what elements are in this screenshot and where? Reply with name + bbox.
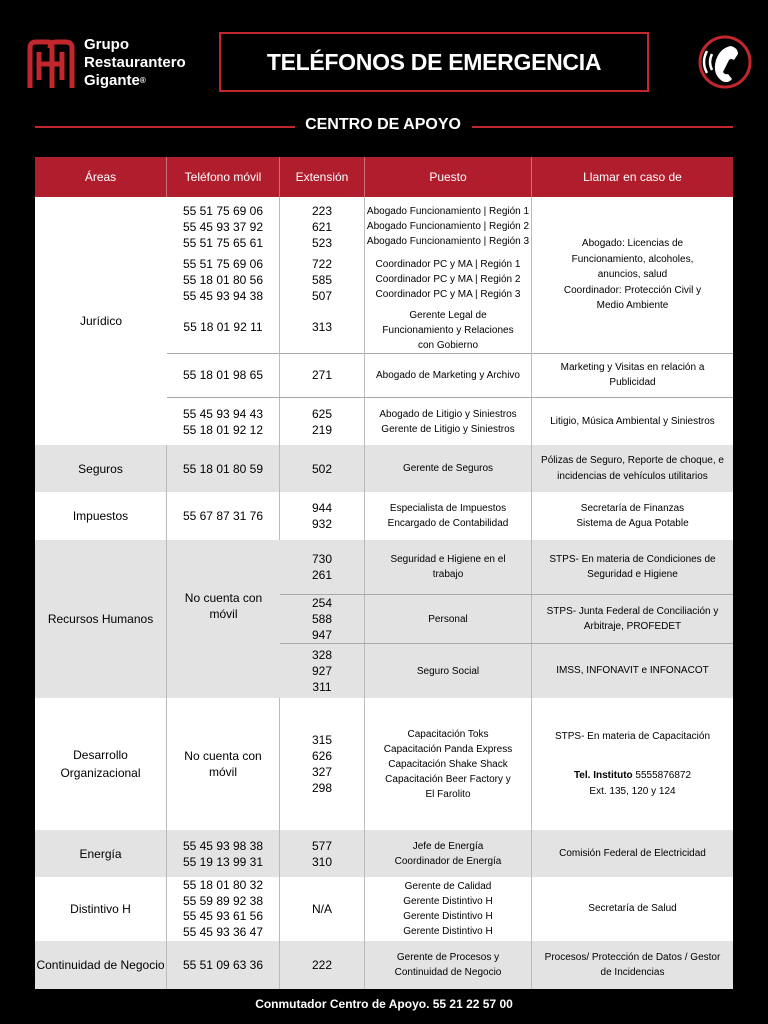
phone-number: 55 45 93 37 92: [182, 220, 264, 234]
juridico-puestos: [365, 197, 532, 353]
continuidad-llamar: [532, 941, 733, 989]
rh-llamar-2: [532, 595, 733, 643]
llamar-text: [532, 445, 733, 492]
phone-number: 55 18 01 80 56: [182, 273, 264, 287]
puesto-text: Encargado de Contabilidad: [387, 518, 509, 529]
no-movil-text: móvil: [209, 607, 238, 621]
llamar-text: Comisión Federal de Electricidad: [559, 847, 706, 859]
impuestos-exts: [280, 492, 365, 540]
juridico-phones: [167, 197, 280, 353]
juridico-block-1: [35, 197, 733, 353]
impuestos-llamar: [532, 492, 733, 540]
energia-puestos: [365, 830, 532, 877]
phone-number: 55 45 93 94 43: [182, 406, 264, 421]
puesto-text: Gerente de Litigio y Siniestros: [381, 423, 515, 435]
juridico-litigio-puestos: [365, 398, 532, 445]
phone-number: 55 51 75 69 06: [182, 204, 264, 218]
extension: 730: [311, 552, 333, 566]
juridico-litigio-exts: [280, 398, 365, 445]
phone-number: 55 18 01 80 59: [167, 445, 280, 492]
phone-number: 55 18 01 80 32: [182, 878, 264, 892]
llamar-text: IMSS, INFONAVIT e INFONACOT: [556, 665, 709, 677]
brand-line-3: Gigante: [84, 72, 140, 89]
header-areas: Áreas: [35, 157, 167, 197]
area-text: Desarrollo: [73, 748, 128, 762]
phone-number: 55 51 75 65 61: [182, 236, 264, 250]
area-continuidad: Continuidad de Negocio: [35, 941, 167, 989]
registered-mark: ®: [139, 76, 146, 85]
table-header: [35, 157, 733, 197]
llamar-text: Seguridad e Higiene: [587, 569, 678, 580]
phone-number: 55 45 93 94 38: [182, 289, 264, 303]
llamar-text: Abogado: Licencias de: [581, 238, 684, 250]
llamar-text: STPS- En materia de Capacitación: [554, 730, 711, 742]
extension: 311: [312, 680, 332, 694]
extension: 222: [280, 941, 365, 989]
desarrollo-llamar: [532, 698, 733, 830]
llamar-text: [532, 353, 733, 397]
phone-number: 55 18 01 92 11: [183, 320, 263, 334]
table-row-impuestos: [35, 492, 733, 540]
brand-line-1: Grupo: [84, 36, 129, 53]
puesto-text: Abogado de Marketing y Archivo: [365, 353, 532, 397]
extension: 328: [311, 648, 333, 662]
continuidad-puestos: [365, 941, 532, 989]
phone-number: 55 51 75 69 06: [182, 257, 264, 271]
puesto-text: Funcionamiento y Relaciones: [382, 325, 514, 336]
puesto-text: Abogado Funcionamiento | Región 3: [366, 236, 530, 247]
llamar-text: Secretaría de Salud: [588, 903, 677, 915]
phone-alert-icon: [698, 34, 752, 90]
section-subtitle: CENTRO DE APOYO: [305, 116, 461, 133]
table-row-seguros: [35, 445, 733, 492]
llamar-text: STPS- En materia de Condiciones de: [549, 553, 716, 565]
puesto-text: El Farolito: [425, 788, 471, 800]
extension: 313: [311, 320, 333, 334]
footer-switchboard: Conmutador Centro de Apoyo. 55 21 22 57 00: [255, 997, 513, 1011]
llamar-text: Marketing y Visitas en relación a: [560, 361, 705, 373]
area-seguros: Seguros: [35, 445, 167, 492]
puesto-text: Capacitación Panda Express: [383, 743, 513, 755]
brand-line-2: Restaurantero: [84, 54, 186, 71]
puesto-text: Abogado Funcionamiento | Región 1: [366, 206, 530, 217]
llamar-text: Procesos/ Protección de Datos / Gestor: [544, 951, 721, 963]
puesto-text: Especialista de Impuestos: [389, 503, 507, 514]
header-extension: Extensión: [280, 157, 365, 197]
divider-left: [35, 126, 295, 128]
extension: 927: [311, 664, 333, 678]
desarrollo-exts: [280, 698, 365, 830]
juridico-llamar: [532, 197, 733, 353]
divider-right: [472, 126, 733, 128]
rh-exts-2: [280, 595, 365, 643]
rh-block-3: [280, 644, 733, 698]
extension: 271: [280, 353, 365, 397]
phone-number: 55 67 87 31 76: [167, 492, 280, 540]
puesto-text: Abogado Funcionamiento | Región 2: [366, 221, 530, 232]
rh-block-2: [280, 595, 733, 643]
extension: 947: [311, 628, 333, 642]
extension: 577: [311, 838, 333, 853]
extension: 722: [311, 257, 333, 271]
puesto-text: Jefe de Energía: [412, 840, 484, 852]
desarrollo-no-movil: [167, 698, 280, 830]
extension: 932: [311, 517, 333, 531]
table-row-energia: [35, 830, 733, 877]
puesto-text: Gerente Distintivo H: [403, 926, 493, 937]
extension: 254: [311, 596, 333, 610]
puesto-text: Gerente Legal de: [409, 310, 487, 321]
table-row-desarrollo: [35, 698, 733, 830]
extension: 223: [311, 204, 333, 218]
puesto-text: Gerente de Calidad: [404, 881, 492, 892]
llamar-text: Arbitraje, PROFEDET: [583, 621, 682, 632]
extension: 298: [311, 781, 333, 795]
rh-puesto-1: [365, 540, 532, 594]
phone-number: 55 59 89 92 38: [182, 893, 264, 908]
extension: 502: [280, 445, 365, 492]
puesto-text: Gerente Distintivo H: [403, 911, 493, 922]
desarrollo-puestos: [365, 698, 532, 830]
area-impuestos: Impuestos: [35, 492, 167, 540]
area-recursos-humanos: Recursos Humanos: [35, 540, 167, 698]
distintivo-puestos: [365, 877, 532, 941]
page-title-box: [219, 32, 649, 92]
puesto-text: Gerente Distintivo H: [403, 896, 493, 907]
llamar-text: de Incidencias: [600, 967, 665, 978]
llamar-text: Funcionamiento, alcoholes,: [571, 253, 694, 265]
extension: 507: [311, 289, 333, 303]
energia-exts: [280, 830, 365, 877]
extension: 219: [311, 422, 333, 437]
extension: 315: [311, 733, 333, 747]
brand-logo: [26, 34, 186, 98]
extension: N/A: [280, 877, 365, 941]
puesto-text: trabajo: [432, 569, 464, 580]
extension: 585: [311, 273, 333, 287]
rh-block-1: [280, 540, 733, 594]
juridico-litigio-phones: [167, 398, 280, 445]
extension: 625: [311, 406, 333, 421]
llamar-text: Medio Ambiente: [596, 300, 669, 312]
puesto-text: Abogado de Litigio y Siniestros: [379, 408, 517, 420]
extension: 626: [311, 749, 333, 763]
brand-name: [84, 36, 186, 90]
puesto-text: Coordinador PC y MA | Región 1: [375, 259, 521, 270]
juridico-extensions: [280, 197, 365, 353]
llamar-text: incidencias de vehículos utilitarios: [557, 470, 708, 482]
impuestos-puestos: [365, 492, 532, 540]
puesto-text: Coordinador PC y MA | Región 3: [375, 289, 521, 300]
extension: 310: [311, 854, 333, 869]
rh-llamar-1: [532, 540, 733, 594]
phone-number: 55 45 93 61 56: [182, 909, 264, 923]
distintivo-phones: [167, 877, 280, 941]
no-movil-text: móvil: [208, 765, 237, 779]
llamar-text: Secretaría de Finanzas: [580, 502, 685, 514]
phone-number: 55 45 93 98 38: [182, 838, 264, 853]
puesto-text: Gerente de Seguros: [365, 445, 532, 492]
phone-number: 55 51 09 63 36: [167, 941, 280, 989]
table-row-continuidad: [35, 941, 733, 989]
area-text: Organizacional: [60, 766, 141, 780]
puesto-text: Seguridad e Higiene en el: [390, 554, 506, 565]
puesto-text: Coordinador PC y MA | Región 2: [375, 274, 521, 285]
puesto-text: Personal: [365, 595, 532, 643]
area-juridico: Jurídico: [79, 314, 123, 328]
puesto-text: con Gobierno: [417, 340, 479, 351]
puesto-text: Capacitación Beer Factory y: [385, 773, 511, 785]
puesto-text: Seguro Social: [365, 644, 532, 698]
no-movil-text: No cuenta con: [184, 749, 262, 763]
extension: 261: [311, 568, 333, 582]
tel-label: Tel. Instituto: [573, 770, 633, 782]
phone-number: 55 45 93 36 47: [182, 924, 264, 939]
extension: 944: [311, 501, 333, 515]
area-desarrollo: [35, 698, 167, 830]
brand-logo-icon: [26, 38, 76, 90]
phone-number: 55 18 01 98 65: [167, 353, 280, 397]
phone-number: 55 18 01 92 12: [182, 422, 264, 437]
tel-ext: Ext. 135, 120 y 124: [589, 785, 676, 797]
energia-phones: [167, 830, 280, 877]
llamar-text: STPS- Junta Federal de Conciliación y: [546, 605, 719, 617]
llamar-text: Coordinador: Protección Civil y: [563, 284, 702, 296]
puesto-text: Coordinador de Energía: [394, 855, 502, 867]
extension: 327: [311, 765, 333, 779]
tel-number: 5555876872: [635, 770, 692, 782]
juridico-block-2: [35, 353, 733, 397]
llamar-text: anuncios, salud: [597, 269, 668, 281]
header-puesto: Puesto: [365, 157, 532, 197]
area-energia: Energía: [35, 830, 167, 877]
phone-number: 55 19 13 99 31: [182, 854, 264, 869]
puesto-text: Capacitación Shake Shack: [388, 758, 508, 770]
extension: 621: [311, 220, 333, 234]
header-telefono: Teléfono móvil: [167, 157, 280, 197]
llamar-text: Litigio, Música Ambiental y Siniestros: [550, 415, 715, 427]
page-title: TELÉFONOS DE EMERGENCIA: [266, 48, 602, 75]
juridico-block-3: [35, 398, 733, 445]
llamar-text: Sistema de Agua Potable: [576, 518, 689, 529]
rh-exts-1: [280, 540, 365, 594]
table-row-distintivo-h: [35, 877, 733, 941]
rh-exts-3: [280, 644, 365, 698]
rh-no-movil: [167, 540, 280, 698]
extension: 523: [311, 236, 333, 250]
area-distintivo-h: Distintivo H: [35, 877, 167, 941]
extension: 588: [311, 612, 333, 626]
puesto-text: Continuidad de Negocio: [394, 967, 502, 978]
puesto-text: Gerente de Procesos y: [396, 952, 500, 963]
puesto-text: Capacitación Toks: [407, 728, 489, 740]
header-llamar: Llamar en caso de: [583, 170, 682, 184]
no-movil-text: No cuenta con: [184, 591, 263, 605]
llamar-text: Pólizas de Seguro, Reporte de choque, e: [541, 455, 724, 466]
llamar-text: Publicidad: [609, 377, 656, 388]
